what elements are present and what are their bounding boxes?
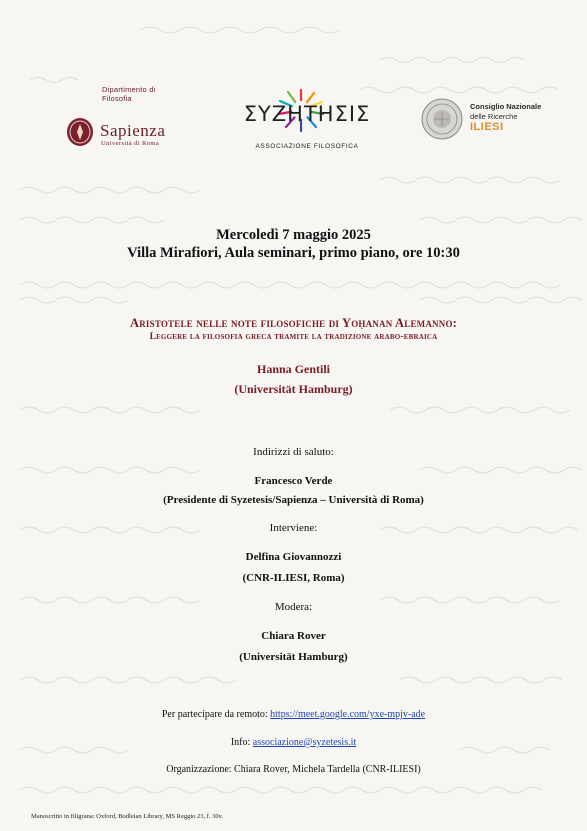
organization-line: Organizzazione: Chiara Rover, Michela Tardella (CNR-ILIESI) (166, 764, 421, 775)
syzetesis-logo (232, 86, 382, 158)
moderates-affiliation: (Universität Hamburg) (239, 651, 348, 663)
meeting-link[interactable]: https://meet.google.com/yxe-mpjv-ade (270, 709, 426, 720)
moderates-name: Chiara Rover (261, 630, 326, 642)
sapienza-logo (64, 85, 179, 160)
intervenes-name: Delfina Giovannozzi (245, 551, 342, 563)
cnr-iliesi: ILIESI (470, 121, 504, 133)
info-contact (0, 737, 587, 748)
syzetesis-greek-name: ΣΥΖΗΤΗΣΙΣ (243, 102, 371, 126)
event-date: Mercoledì 7 maggio 2025 (216, 227, 371, 243)
department-label: Dipartimento di Filosofia (102, 85, 156, 103)
email-label: Info: (230, 737, 253, 748)
email-link[interactable]: associazione@syzetesis.it (252, 737, 357, 748)
footnote: Manoscritto in filigrana: Oxford, Bodleian Library, MS Reggio 23, f. 30v. (31, 813, 224, 820)
intervenes-label: Interviene: (269, 522, 318, 534)
greetings-affiliation: (Presidente di Syzetesis/Sapienza – Università di Roma) (163, 494, 424, 506)
speaker-name: Hanna Gentili (256, 362, 330, 376)
moderates-label: Modera: (274, 601, 313, 613)
cnr-logo (418, 95, 542, 145)
greetings-label: Indirizzi di saluto: (253, 446, 334, 458)
speaker-affiliation: (Universität Hamburg) (234, 382, 353, 396)
remote-participation (0, 709, 587, 720)
greetings-name: Francesco Verde (254, 475, 333, 487)
intervenes-affiliation: (CNR-ILIESI, Roma) (242, 572, 345, 584)
cnr-line1: Consiglio Nazionale (470, 102, 542, 111)
sapienza-name: Sapienza (100, 121, 166, 140)
sapienza-seal-icon (66, 117, 94, 147)
talk-title: Aristotele nelle note filosofiche di Yoḥanan Alemanno: (129, 316, 458, 330)
talk-subtitle: Leggere la filosofia greca tramite la tradizione arabo-ebraica (149, 332, 438, 342)
event-venue: Villa Mirafiori, Aula seminari, primo piano, ore 10:30 (127, 245, 460, 261)
sapienza-university: Università di Roma (101, 140, 160, 147)
syzetesis-subtitle: ASSOCIAZIONE FILOSOFICA (255, 143, 359, 150)
cnr-line2: delle Ricerche (470, 112, 518, 121)
remote-label: Per partecipare da remoto: (161, 709, 271, 720)
cnr-seal-icon (420, 97, 464, 141)
